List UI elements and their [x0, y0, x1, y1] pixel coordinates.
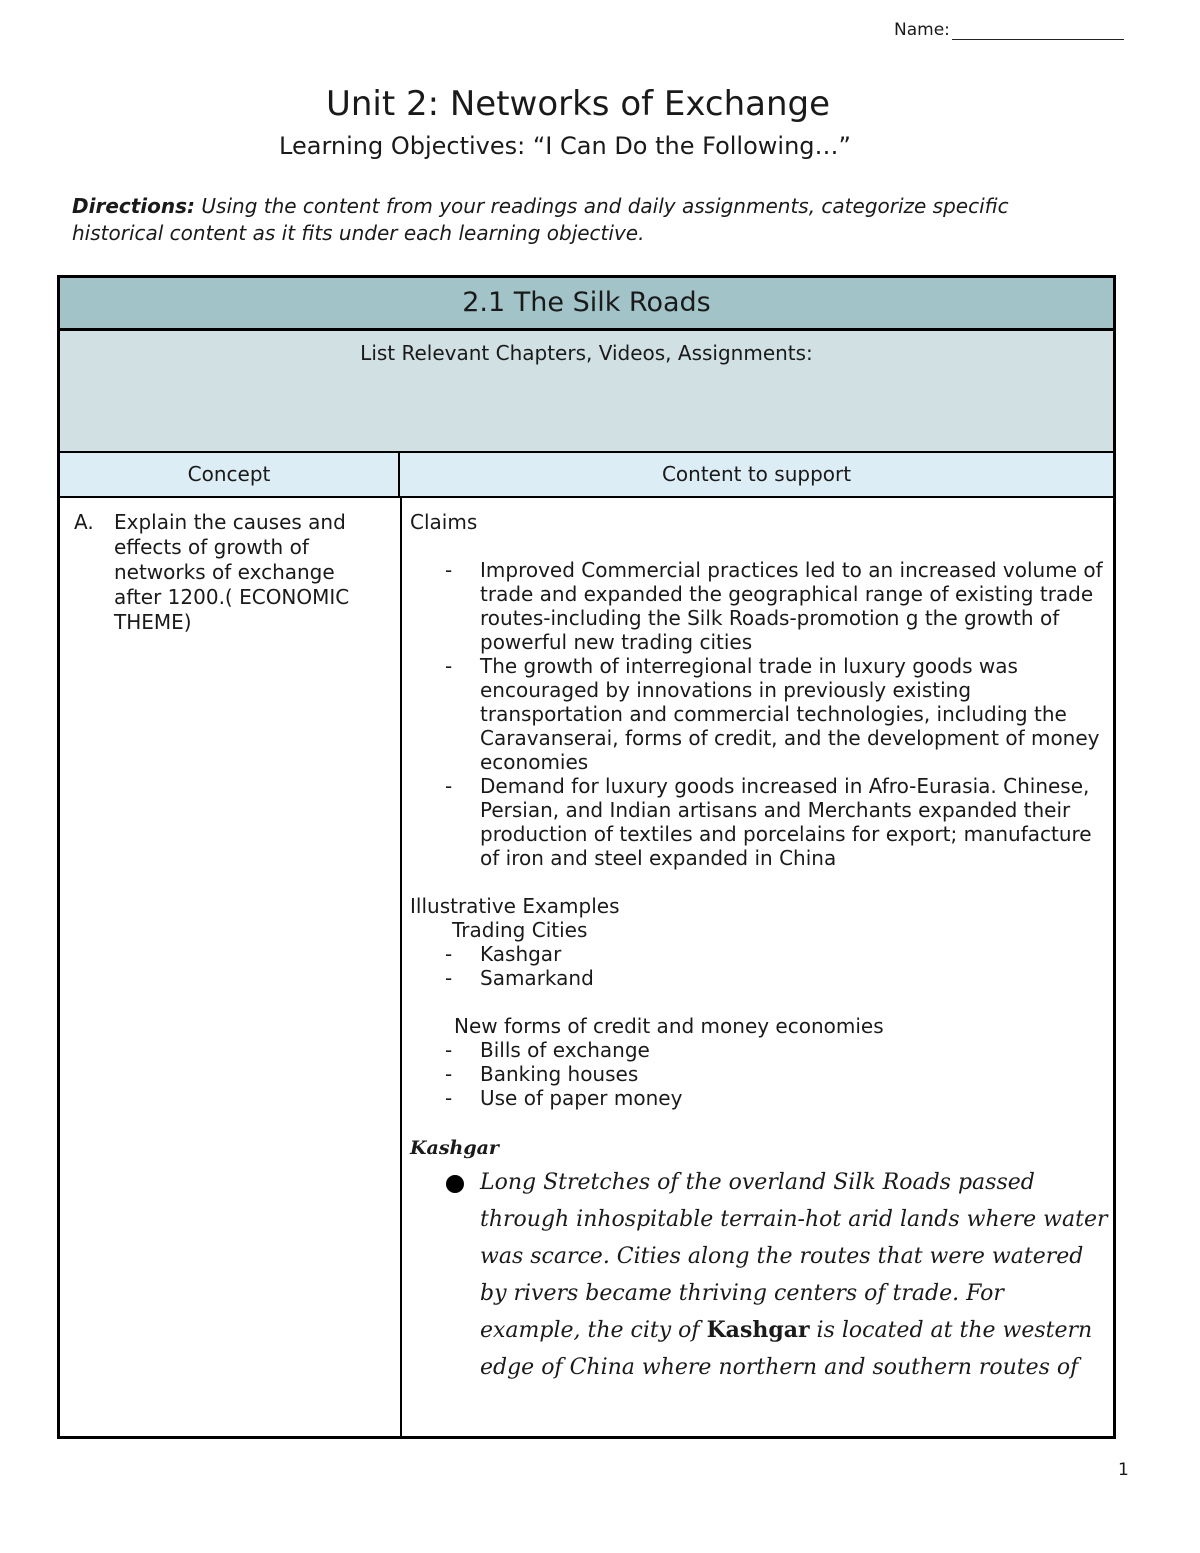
bullet-dot-icon — [446, 1175, 464, 1193]
list-item: - Kashgar — [445, 942, 562, 966]
kashgar-paragraph: Long Stretches of the overland Silk Roads passed through inhospitable terrain-hot arid lands where water was scarce. Cities along the routes that were watered by rivers became thriving centers of trade. For example, the city of Kashgar is located at the western edge of China where northern and southern routes of — [410, 1164, 1110, 1386]
name-label: Name: — [894, 20, 950, 40]
kashgar-heading: Kashgar — [410, 1137, 499, 1159]
list-item: - Bills of exchange — [445, 1038, 650, 1062]
list-item: - The growth of interregional trade in luxury goods was encouraged by innovations in previously existing transportation and commercial technologies, including the Caravanserai, forms of credit, and the development of money economies — [445, 654, 1100, 774]
list-item: - Banking houses — [445, 1062, 639, 1086]
concept-letter: A. — [74, 510, 94, 534]
directions-label: Directions: — [72, 194, 196, 218]
list-item: - Demand for luxury goods increased in Afro-Eurasia. Chinese, Persian, and Indian artisans and Merchants expanded their production of textiles and porcelains for export; manufacture of iron and steel expanded in China — [445, 774, 1092, 870]
list-prompt: List Relevant Chapters, Videos, Assignments: — [360, 341, 813, 365]
column-divider — [400, 498, 402, 1436]
name-field — [894, 20, 1124, 40]
illustrative-label: Illustrative Examples — [410, 894, 620, 918]
col-header-content: Content to support — [400, 453, 1113, 498]
trading-cities-label: Trading Cities — [452, 918, 588, 942]
list-relevant-cell[interactable] — [60, 331, 1113, 453]
directions-text: Using the content from your readings and daily assignments, categorize specific historical content as it fits under each learning objective. — [72, 194, 1009, 245]
col-header-concept: Concept — [60, 453, 400, 498]
list-item: - Use of paper money — [445, 1086, 683, 1110]
directions — [72, 193, 1072, 247]
list-item: - Improved Commercial practices led to an increased volume of trade and expanded the geographical range of existing trade routes-including the Silk Roads-promotion g the growth of powerful new trading cities — [445, 558, 1103, 654]
page-title: Unit 2: Networks of Exchange — [325, 84, 831, 124]
list-item: - Samarkand — [445, 966, 594, 990]
concept-text: Explain the causes and effects of growth of networks of exchange after 1200.( ECONOMIC THEME) — [114, 510, 350, 634]
name-blank[interactable] — [952, 23, 1124, 40]
claims-label: Claims — [410, 510, 478, 534]
concept-cell — [74, 510, 374, 635]
section-title: 2.1 The Silk Roads — [60, 278, 1113, 331]
credit-label: New forms of credit and money economies — [454, 1014, 884, 1038]
page-number: 1 — [1118, 1460, 1129, 1480]
content-cell — [410, 510, 1110, 1386]
objective-table — [57, 275, 1116, 1439]
page-subtitle: Learning Objectives: “I Can Do the Following…” — [279, 132, 851, 160]
